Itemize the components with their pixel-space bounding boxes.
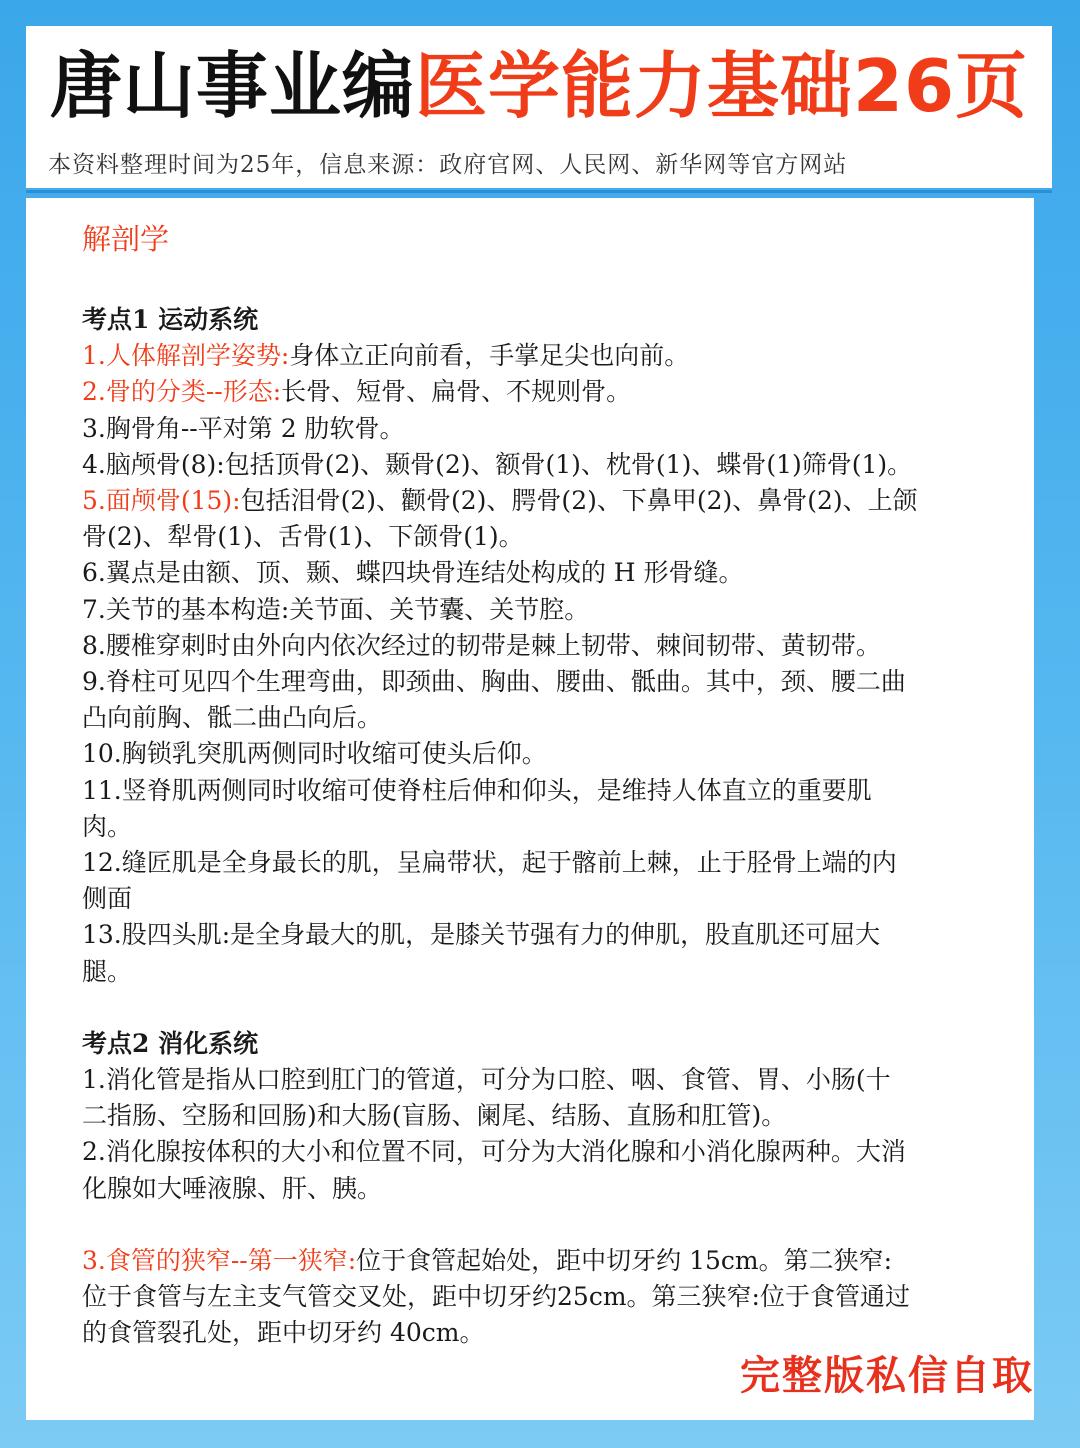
topic1-item-9: 9.脊柱可见四个生理弯曲，即颈曲、胸曲、腰曲、骶曲。其中，颈、腰二曲 — [82, 667, 906, 697]
topic2-item-1: 1.消化管是指从口腔到肛门的管道，可分为口腔、咽、食管、胃、小肠(十 — [82, 1065, 891, 1095]
notes-body — [82, 302, 1012, 1351]
item-label: 3.食管的狭窄--第一狭窄: — [82, 1245, 357, 1275]
topic2-item-1-cont: 二指肠、空肠和回肠)和大肠(盲肠、阑尾、结肠、直肠和肛管)。 — [82, 1101, 787, 1131]
title-black-part: 唐山事业编 — [49, 44, 415, 128]
content-card — [26, 198, 1034, 1420]
topic2-item-3-cont: 位于食管与左主支气管交叉处，距中切牙约25cm。第三狭窄:位于食管通过 — [82, 1282, 910, 1312]
topic1-heading: 考点1 运动系统 — [82, 305, 259, 334]
title-red-part: 医学能力基础26页 — [414, 44, 1029, 128]
topic2-heading: 考点2 消化系统 — [82, 1028, 259, 1058]
topic1-item-13-cont: 腿。 — [82, 956, 133, 986]
topic1-item-5 — [82, 483, 1012, 519]
topic1-item-5-cont: 骨(2)、犁骨(1)、舌骨(1)、下颌骨(1)。 — [82, 522, 524, 552]
topic1-item-2 — [82, 374, 1012, 410]
topic2-item-2: 2.消化腺按体积的大小和位置不同，可分为大消化腺和小消化腺两种。大消 — [82, 1137, 906, 1167]
header-divider — [26, 190, 1052, 193]
section-title: 解剖学 — [82, 222, 170, 256]
topic1-item-8: 8.腰椎穿刺时由外向内依次经过的韧带是棘上韧带、棘间韧带、黄韧带。 — [82, 630, 881, 660]
topic1-item-6: 6.翼点是由额、顶、颞、蝶四块骨连结处构成的 H 形骨缝。 — [82, 558, 744, 588]
topic1-item-4: 4.脑颅骨(8):包括顶骨(2)、颞骨(2)、额骨(1)、枕骨(1)、蝶骨(1)筛骨(1)。 — [82, 449, 913, 479]
spacer — [82, 1207, 1012, 1243]
topic1-item-3: 3.胸骨角--平对第 2 肋软骨。 — [82, 413, 405, 443]
topic1-item-10: 10.胸锁乳突肌两侧同时收缩可使头后仰。 — [82, 739, 547, 769]
topic1-item-12-cont: 侧面 — [82, 884, 133, 914]
item-text: 身体立正向前看，手掌足尖也向前。 — [289, 341, 690, 371]
header-banner — [26, 26, 1052, 188]
topic1-item-11: 11.竖脊肌两侧同时收缩可使脊柱后伸和仰头，是维持人体直立的重要肌 — [82, 775, 872, 805]
item-text: 包括泪骨(2)、颧骨(2)、腭骨(2)、下鼻甲(2)、鼻骨(2)、上颌 — [240, 486, 918, 516]
topic1-item-7: 7.关节的基本构造:关节面、关节囊、关节腔。 — [82, 594, 590, 624]
topic1-item-13: 13.股四头肌:是全身最大的肌，是膝关节强有力的伸肌，股直肌还可屈大 — [82, 920, 881, 950]
topic1-item-1 — [82, 338, 1012, 374]
spacer — [82, 990, 1012, 1026]
item-label: 5.面颅骨(15): — [82, 486, 241, 516]
topic1-item-11-cont: 肉。 — [82, 811, 133, 841]
source-note: 本资料整理时间为25年，信息来源：政府官网、人民网、新华网等官方网站 — [48, 152, 848, 178]
topic2-item-3-cont2: 的食管裂孔处，距中切牙约 40cm。 — [82, 1318, 485, 1348]
page-title — [26, 34, 1052, 138]
item-label: 2.骨的分类--形态: — [82, 377, 282, 407]
item-label: 1.人体解剖学姿势: — [82, 341, 290, 371]
topic1-item-12: 12.缝匠肌是全身最长的肌，呈扁带状，起于髂前上棘，止于胫骨上端的内 — [82, 848, 897, 878]
contact-cta: 完整版私信自取 — [740, 1353, 1034, 1399]
item-text: 长骨、短骨、扁骨、不规则骨。 — [281, 377, 632, 407]
topic2-item-2-cont: 化腺如大唾液腺、肝、胰。 — [82, 1173, 383, 1203]
item-text: 位于食管起始处，距中切牙约 15cm。第二狭窄: — [356, 1245, 893, 1275]
topic2-item-3 — [82, 1243, 1012, 1279]
topic1-item-9-cont: 凸向前胸、骶二曲凸向后。 — [82, 703, 383, 733]
